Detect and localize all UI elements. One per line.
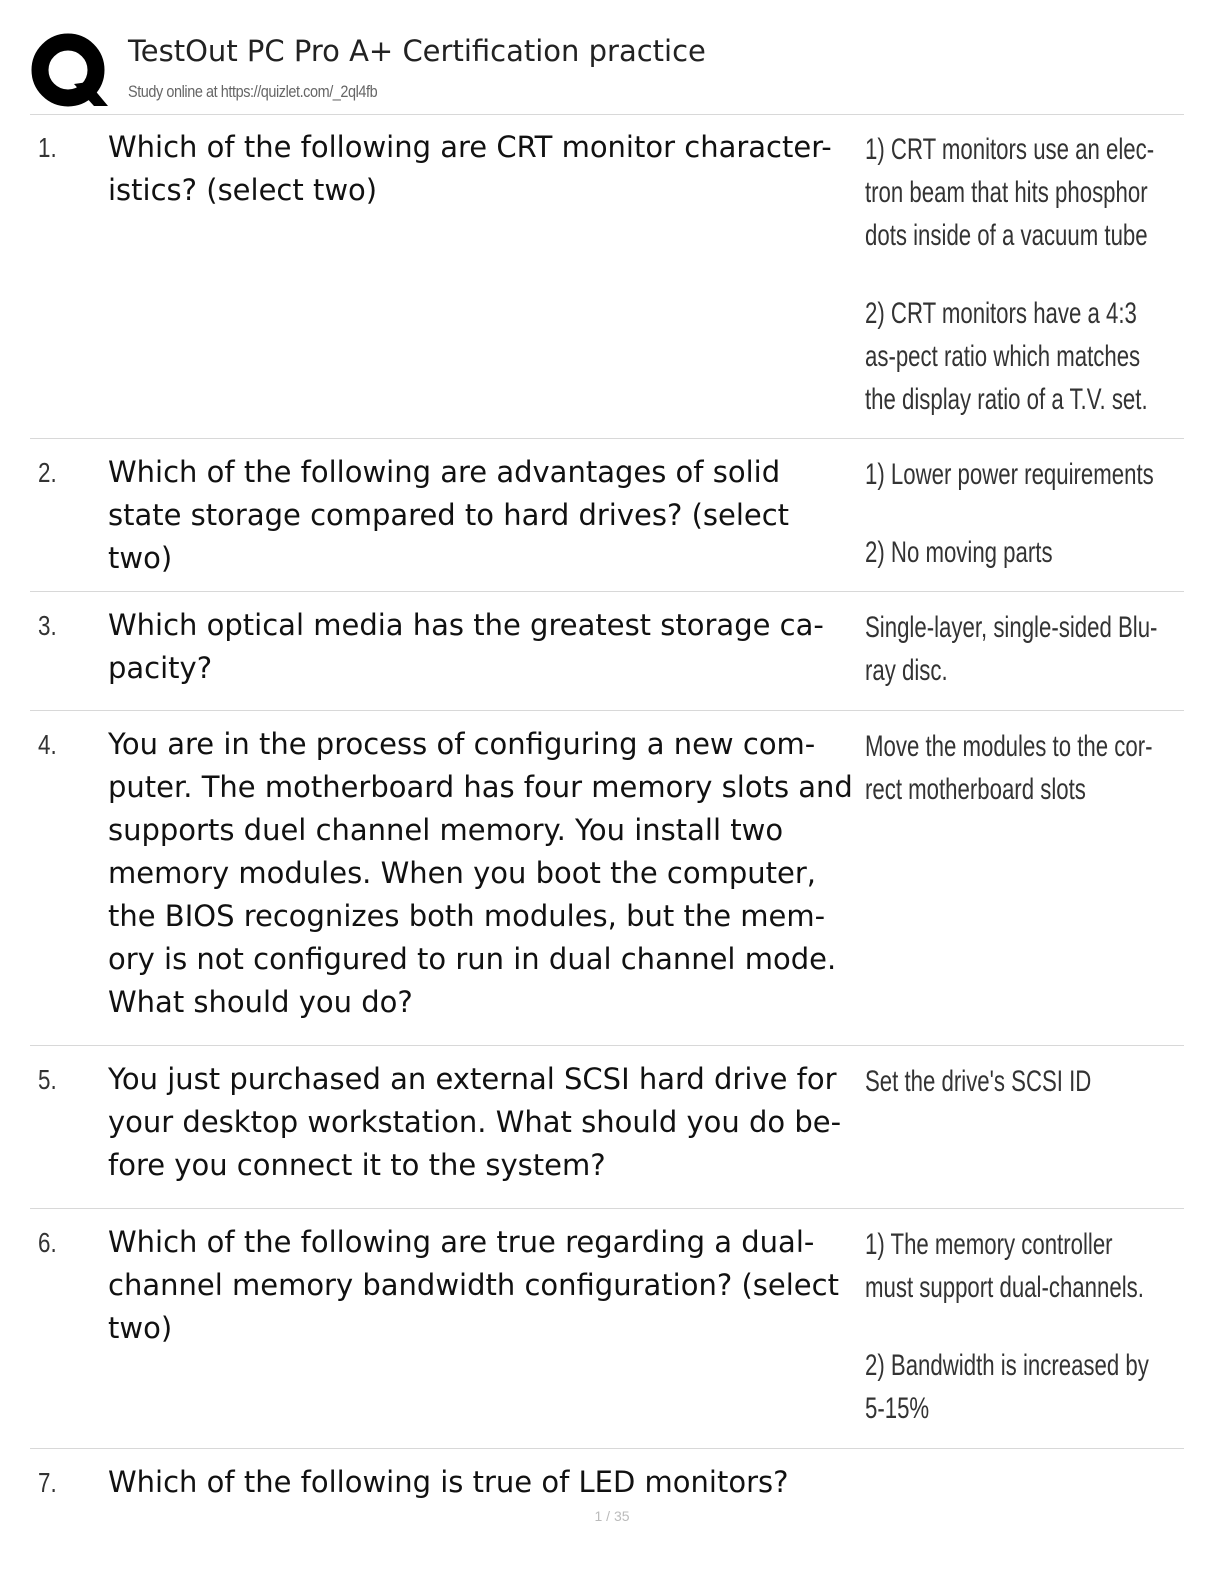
question-text: You are in the process of configuring a new com-puter. The motherboard has four memory slots and supports duel channel memory. You install two memory modules. When you boot the computer, the BIOS recognizes both modules, but the mem-ory is not configured to run in dual channel mode. What should you do? [108,727,853,1019]
answer-text [865,1223,1161,1430]
question-number: 1. [38,132,57,163]
question-number: 6. [38,1227,57,1258]
qa-item-1 [30,114,1184,439]
answer-text [865,128,1161,421]
question-text: Which of the following is true of LED monitors? [108,1465,789,1499]
question-number: 2. [38,457,57,488]
page-header [30,28,1184,115]
question-text: You just purchased an external SCSI hard drive for your desktop workstation. What should you do be-fore you connect it to the system? [108,1062,842,1182]
question-number: 3. [38,610,57,641]
answer-part: Move the modules to the cor-rect motherboard slots [865,730,1153,806]
answer-part: 1) CRT monitors use an elec-tron beam that hits phosphor dots inside of a vacuum tube [865,133,1155,252]
quizlet-logo-icon [30,32,110,110]
qa-list [30,114,1184,1519]
question-text: Which of the following are true regarding a dual-channel memory bandwidth configuration? (select two) [108,1225,839,1345]
answer-part: 2) Bandwidth is increased by 5-15% [865,1349,1149,1425]
page-number: 1 / 35 [594,1508,630,1524]
answer-part: 2) CRT monitors have a 4:3 as-pect ratio which matches the display ratio of a T.V. set. [865,297,1148,416]
answer-text [865,606,1161,692]
answer-part: 1) Lower power requirements [865,458,1154,491]
answer-part: Set the drive's SCSI ID [865,1065,1092,1098]
question-number: 4. [38,729,57,760]
answer-part: 2) No moving parts [865,536,1053,569]
qa-item-6 [30,1209,1184,1449]
answer-text [865,725,1161,811]
answer-text [865,453,1161,574]
qa-item-4 [30,711,1184,1046]
answer-text [865,1060,1161,1103]
qa-item-5 [30,1046,1184,1209]
qa-item-2 [30,439,1184,592]
question-text: Which of the following are CRT monitor character-istics? (select two) [108,130,832,207]
study-link[interactable]: Study online at https://quizlet.com/_2ql4fb [128,82,378,101]
question-text: Which of the following are advantages of solid state storage compared to hard drives? (select two) [108,455,790,575]
question-text: Which optical media has the greatest storage ca-pacity? [108,608,824,685]
page-title: TestOut PC Pro A+ Certification practice [128,34,706,68]
answer-part: 1) The memory controller must support dual-channels. [865,1228,1144,1304]
qa-item-3 [30,592,1184,711]
question-number: 5. [38,1064,57,1095]
answer-part: Single-layer, single-sided Blu-ray disc. [865,611,1158,687]
question-number: 7. [38,1467,57,1498]
